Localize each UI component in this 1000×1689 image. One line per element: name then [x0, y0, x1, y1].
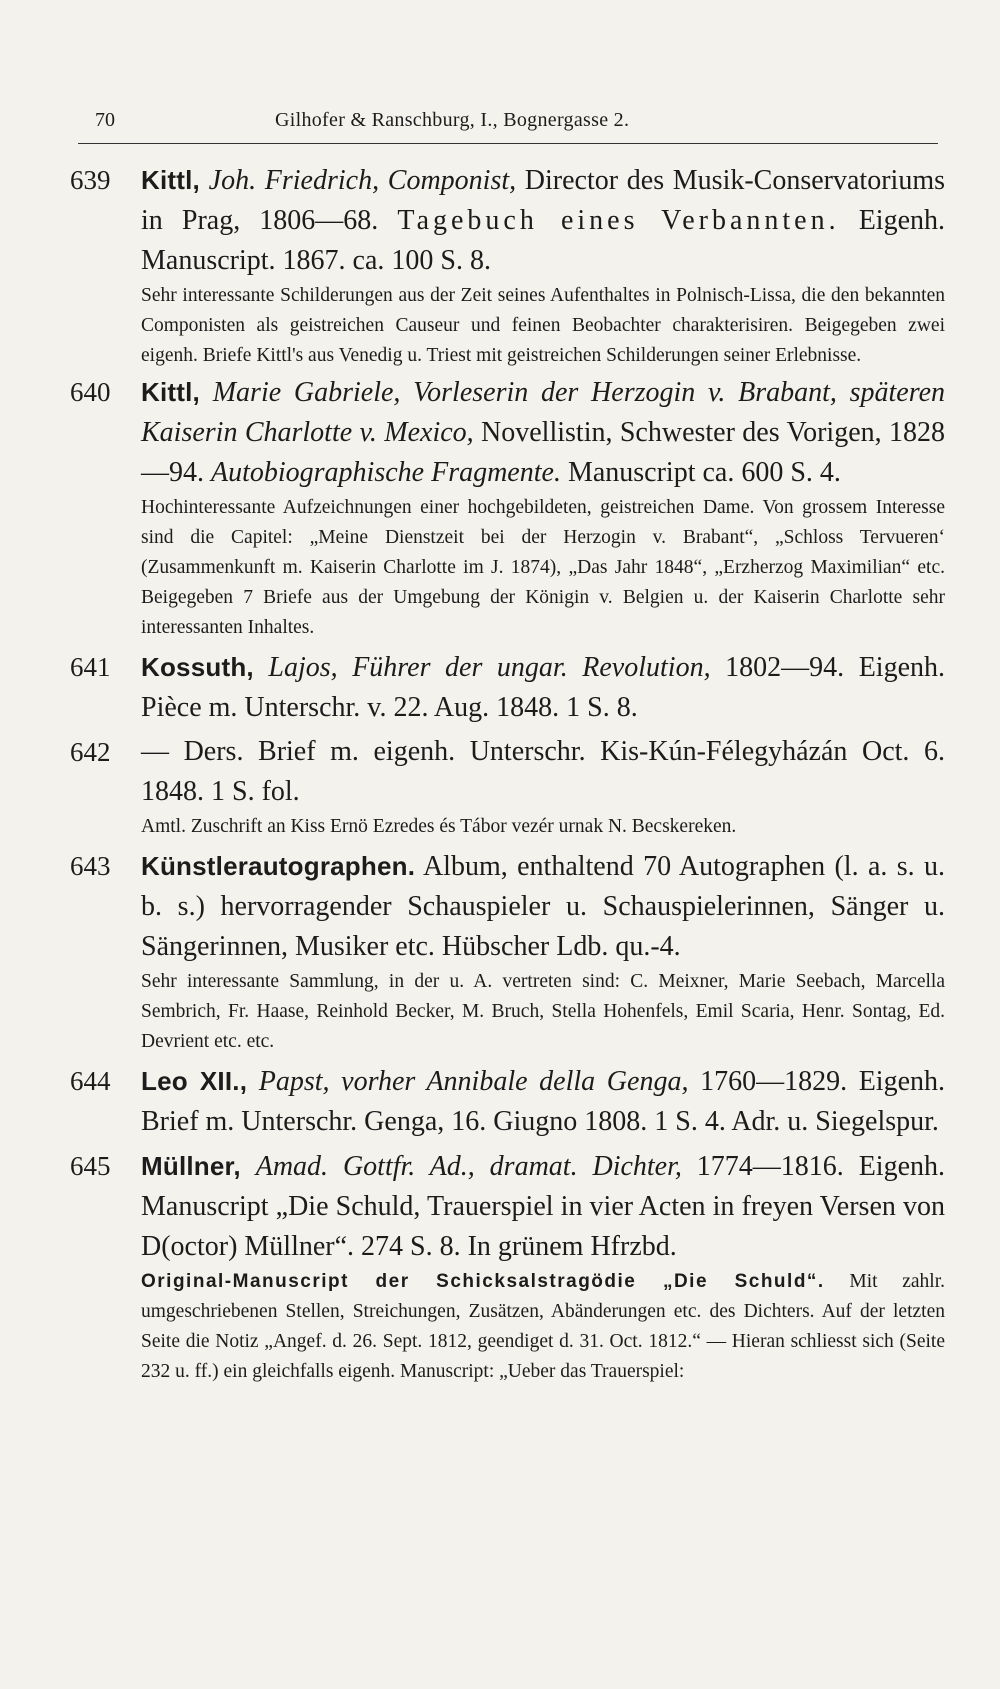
entry-text: 1760—1829. Eigenh. Brief m. Unterschr. Genga, 16. Giugno 1808. 1 S. 4. Adr. u. Siegelspur.	[141, 1066, 946, 1137]
entry-note	[141, 1267, 945, 1387]
catalogue-entry-640	[70, 372, 945, 643]
catalogue-entry-641	[70, 647, 945, 728]
entry-text	[247, 1066, 259, 1097]
entry-text	[200, 377, 213, 408]
lot-number: 643	[70, 851, 111, 881]
page-number: 70	[95, 109, 115, 131]
entry-text	[241, 1151, 256, 1182]
entry-italic-text: Marie Gabriele, Vorleserin der Herzogin v. Brabant, späteren Kaiserin Charlotte v. Mexico,	[141, 377, 946, 448]
entry-note: Hochinteressante Aufzeichnungen einer hochgebildeten, geistreichen Dame. Von grossem Interesse sind die Capitel: „Meine Dienstzeit bei der Herzogin v. Brabant“, „Schloss Tervueren‘ (Zusammenkunft m. Kaiserin Charlotte im J. 1874), „Das Jahr 1848“, „Erzherzog Maximilian“ etc. Beigegeben 7 Briefe aus der Umgebung der Königin v. Belgien u. der Kaiserin Charlotte sehr interessanten Inhaltes.	[141, 497, 945, 638]
catalogue-entry-642	[70, 732, 945, 842]
lot-number: 642	[70, 737, 111, 767]
lot-number: 641	[70, 652, 111, 682]
entry-name: Müllner,	[141, 1151, 241, 1181]
entry-name: Künstlerautographen.	[141, 851, 416, 881]
entry-description	[141, 732, 945, 812]
entry-description	[141, 372, 945, 493]
entry-name: Kittl,	[141, 377, 200, 407]
entry-description	[141, 846, 945, 967]
lot-number: 639	[70, 165, 111, 195]
entry-text: Manuscript ca. 600 S. 4.	[560, 457, 841, 488]
entry-note: Sehr interessante Schilderungen aus der Zeit seines Aufenthaltes in Polnisch-Lissa, die den bekannten Componisten als geistreichen Causeur und feinen Beobachter charakterisiren. Beigegeben zwei eigenh. Briefe Kittl's aus Venedig u. Triest mit geistreichen Schilderungen seiner Erlebnisse.	[141, 285, 945, 366]
entry-description	[141, 160, 945, 281]
lot-number: 644	[70, 1066, 111, 1096]
catalogue-entry-643	[70, 846, 945, 1057]
entry-note-bold: Original-Manuscript der Schicksalstragödie „Die Schuld“.	[141, 1271, 825, 1292]
entry-text	[254, 652, 269, 683]
lot-number: 640	[70, 377, 111, 407]
entry-name: Kittl,	[141, 165, 200, 195]
entry-text: — Ders. Brief m. eigenh. Unterschr. Kis-Kún-Félegyházán Oct. 6. 1848. 1 S. fol.	[141, 736, 945, 807]
entry-name: Kossuth,	[141, 652, 254, 682]
entry-note: Amtl. Zuschrift an Kiss Ernö Ezredes és Tábor vezér urnak N. Becskereken.	[141, 816, 737, 837]
entry-text: Eigenh. Manuscript. 1867. ca. 100 S. 8.	[141, 205, 946, 276]
entry-text: Director des Musik-Conservatoriums in Prag, 1806—68.	[141, 165, 945, 236]
entry-description	[141, 1061, 945, 1142]
entry-name: Leo XII.,	[141, 1066, 248, 1096]
entry-note-text: Mit zahlr. umgeschriebenen Stellen, Streichungen, Zusätzen, Abänderungen etc. des Dichters. Auf der letzten Seite die Notiz „Angef. d. 26. Sept. 1812, geendiget d. 31. Oct. 1812.“ — Hieran schliesst sich (Seite 232 u. ff.) ein gleichfalls eigenh. Manuscript: „Ueber das Trauerspiel:	[141, 1271, 945, 1382]
catalogue-entry-645	[70, 1146, 945, 1387]
publisher-imprint: Gilhofer & Ranschburg, I., Bognergasse 2.	[275, 109, 630, 131]
entry-italic-text: Lajos, Führer der ungar. Revolution,	[268, 652, 711, 683]
entry-italic-text: Amad. Gottfr. Ad., dramat. Dichter,	[255, 1151, 682, 1182]
entry-text: 1774—1816. Eigenh. Manuscript „Die Schuld, Trauerspiel in vier Acten in freyen Versen von D(octor) Müllner“. 274 S. 8. In grünem Hfrzbd.	[141, 1151, 945, 1262]
header-rule	[78, 143, 938, 144]
catalogue-entry-644	[70, 1061, 945, 1142]
catalogue-entry-639	[70, 160, 945, 371]
entry-italic-text: Papst, vorher Annibale della Genga,	[258, 1066, 689, 1097]
entry-text: 1802—94. Eigenh. Pièce m. Unterschr. v. 22. Aug. 1848. 1 S. 8.	[141, 652, 946, 723]
entry-spaced-title: Tagebuch eines Verbannten.	[397, 205, 840, 236]
entry-note: Sehr interessante Sammlung, in der u. A. vertreten sind: C. Meixner, Marie Seebach, Marcella Sembrich, Fr. Haase, Reinhold Becker, M. Bruch, Stella Hohenfels, Emil Scaria, Henr. Sontag, Ed. Devrient etc. etc.	[141, 971, 945, 1052]
entry-description	[141, 647, 945, 728]
entries-list	[70, 160, 945, 1388]
entry-text: Novellistin, Schwester des Vorigen, 1828—94.	[141, 417, 945, 488]
entry-text	[200, 165, 209, 196]
entry-text: Album, enthaltend 70 Autographen (l. a. s. u. b. s.) hervorragender Schauspieler u. Schauspielerinnen, Sänger u. Sängerinnen, Musiker etc. Hübscher Ldb. qu.-4.	[141, 851, 945, 962]
lot-number: 645	[70, 1151, 111, 1181]
entry-italic-text: Joh. Friedrich, Componist,	[208, 165, 517, 196]
entry-description	[141, 1146, 945, 1267]
entry-italic-text: Autobiographische Fragmente.	[211, 457, 561, 488]
